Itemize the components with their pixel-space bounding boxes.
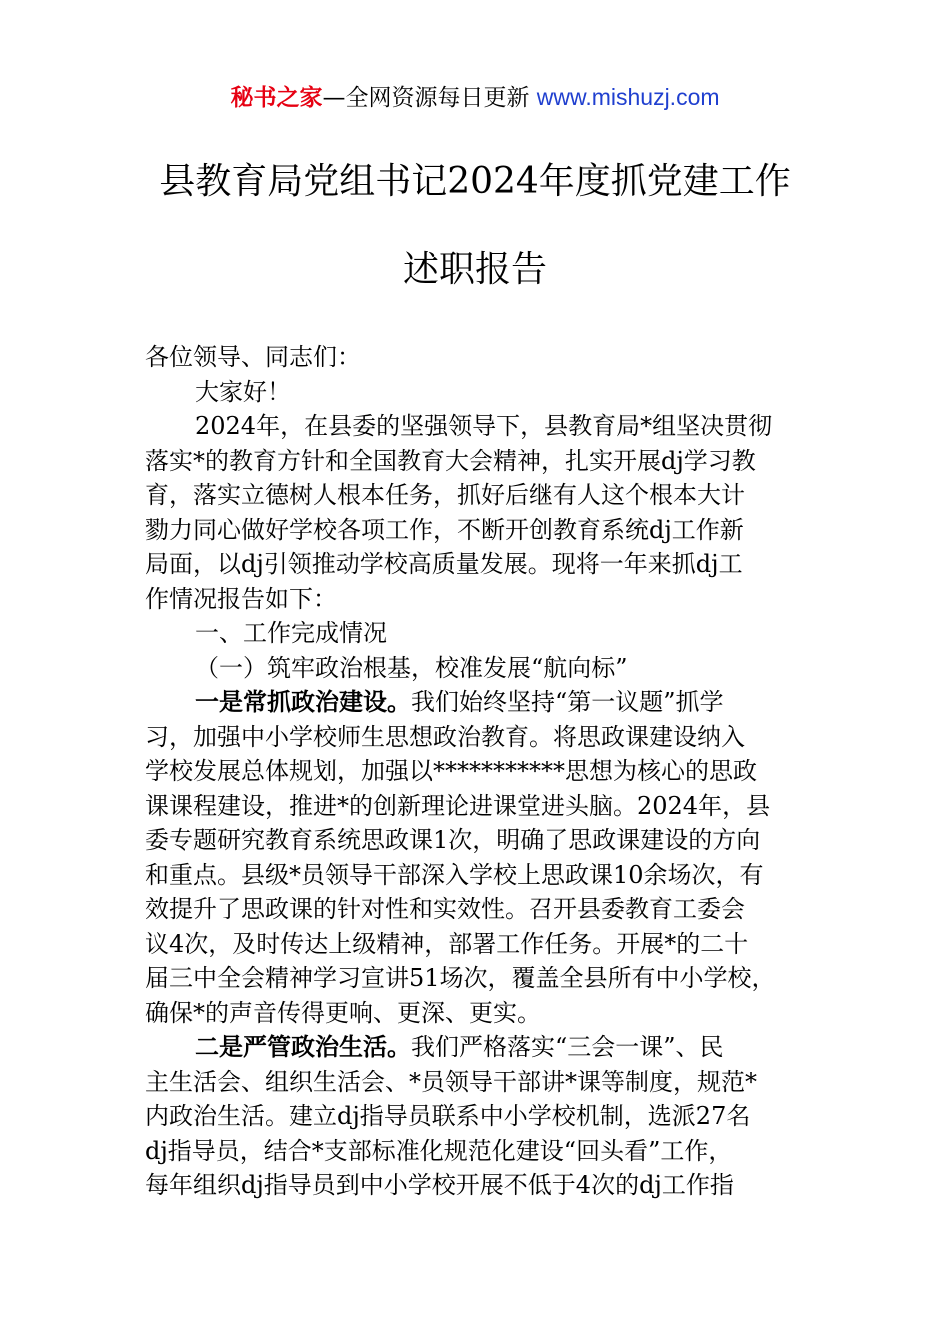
greeting: 大家好！ — [195, 377, 291, 406]
brand-name: 秘书之家 — [230, 85, 323, 111]
header-slogan: —全网资源每日更新 — [322, 85, 537, 111]
paragraph-line: 每年组织dj指导员到中小学校开展不低于4次的dj工作指 — [145, 1171, 734, 1199]
paragraph-line: 议4次，及时传达上级精神，部署工作任务。开展*的二十 — [145, 929, 749, 958]
paragraph-line — [145, 685, 810, 720]
paragraph-line: 局面，以dj引领推动学校高质量发展。现将一年来抓dj工 — [145, 550, 743, 578]
paragraph-line: 确保*的声音传得更响、更深、更实。 — [145, 998, 541, 1027]
salutation: 各位领导、同志们： — [145, 343, 361, 371]
document-body — [145, 340, 810, 1203]
section-heading: 一、工作完成情况 — [195, 619, 387, 647]
paragraph-line — [145, 1030, 810, 1065]
paragraph-line: 届三中全会精神学习宣讲51场次，覆盖全县所有中小学校， — [145, 964, 776, 992]
paragraph-line: 委专题研究教育系统思政课1次，明确了思政课建设的方向 — [145, 826, 761, 854]
paragraph-line: 勠力同心做好学校各项工作，不断开创教育系统dj工作新 — [145, 515, 744, 544]
paragraph-line: 效提升了思政课的针对性和实效性。召开县委教育工委会 — [145, 895, 745, 923]
paragraph-line: 和重点。县级*员领导干部深入学校上思政课10余场次，有 — [145, 860, 764, 889]
paragraph-line: dj指导员，结合*支部标准化规范化建设“回头看”工作， — [145, 1136, 733, 1165]
paragraph-line: 2024年，在县委的坚强领导下，县教育局*组坚决贯彻 — [195, 412, 773, 440]
paragraph-line: 主生活会、组织生活会、*员领导干部讲*课等制度，规范* — [145, 1067, 757, 1096]
paragraph-line: 作情况报告如下： — [145, 584, 337, 613]
site-header — [0, 82, 950, 113]
document-title-line2: 述职报告 — [402, 249, 547, 290]
paragraph-line: 内政治生活。建立dj指导员联系中小学校机制，选派27名 — [145, 1102, 751, 1130]
document-title-line1: 县教育局党组书记2024年度抓党建工作 — [159, 161, 791, 202]
paragraph-line: 落实*的教育方针和全国教育大会精神，扎实开展dj学习教 — [145, 446, 756, 475]
bold-lead: 二是严管政治生活。 — [195, 1033, 411, 1061]
subsection-heading: （一）筑牢政治根基，校准发展“航向标” — [195, 653, 628, 682]
site-url-link[interactable]: www.mishuzj.com — [536, 84, 720, 110]
paragraph-line: 课课程建设，推进*的创新理论进课堂进头脑。2024年，县 — [145, 791, 771, 820]
bold-lead: 一是常抓政治建设。 — [195, 688, 411, 716]
paragraph-line: 育，落实立德树人根本任务，抓好后继有人这个根本大计 — [145, 481, 745, 509]
paragraph-line: 习，加强中小学校师生思想政治教育。将思政课建设纳入 — [145, 722, 745, 751]
paragraph-line: 学校发展总体规划，加强以***********思想为核心的思政 — [145, 757, 757, 785]
paragraph-text: 我们严格落实“三会一课”、民 — [411, 1033, 724, 1061]
paragraph-text: 我们始终坚持“第一议题”抓学 — [411, 688, 724, 716]
